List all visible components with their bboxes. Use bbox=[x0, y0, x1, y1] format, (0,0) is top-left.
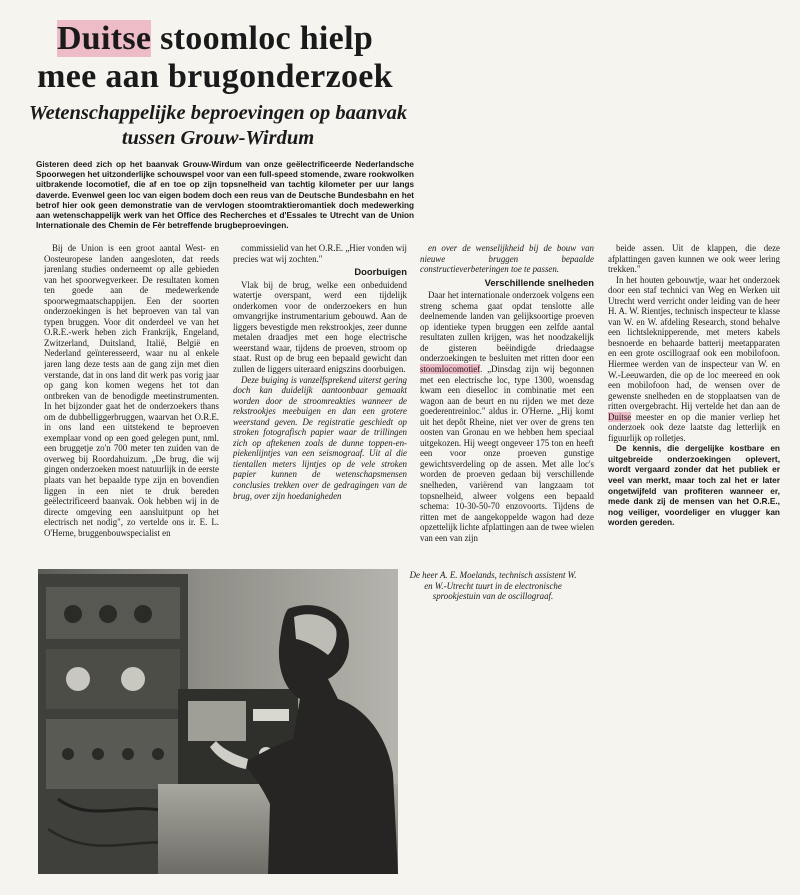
italic-paragraph: en over de wenselijkheid bij de bouw van nieuwe bruggen bepaalde constructieverbeteringen toe te passen. bbox=[420, 243, 594, 275]
text-run: In het houten gebouwtje, waar het onderzoek door een staf technici van Weg en Werken uit Utrecht werd verricht onder leiding van de heer H. A. W. Rientjes, technisch inspecteur te klasse van W. en W. afdeling Research, stond behalve een lichtsleknipperende, met meters kabels besnoerde en behaarde batterij meetapparaten en een grote oscillograaf ook een mobilofoon. Hiermee werden van de inspecteur van W. en W.-Leeuwarden, die op de loc meereed en ook een mobilofoon had, de wensen over de gewenste snelheden en de stopplaatsen van de ritten overgebracht. Hij vertelde het dan aan de bbox=[608, 274, 780, 412]
subheadline: Wetenschappelijke beproevingen op baanvak tussen Grouw-Wirdum bbox=[28, 102, 408, 149]
photo-caption: De heer A. E. Moelands, technisch assistent W. en W.-Utrecht tuurt in de electronische sprookjestuin van de oscillograaf. bbox=[409, 570, 577, 602]
paragraph bbox=[608, 275, 780, 444]
paragraph: Bij de Union is een groot aantal West- en Oosteuropese landen aangesloten, dat reeds jarenlang studies onderneemt op alle gebieden van het spoorwegverkeer. De resultaten komen ten goede aan de medewerkende spoorwegmaatschappijen. Een der soorten onderzoekingen is het beproeven van tal van typen bruggen. Voor dit onderdeel ve van het O.R.E.-werk heben zich Frankrijk, Engeland, Zwitzerland, Duitsland, Italië, België en Nederland geïnteresseerd, waar nu al enkele jaren lang deze tests aan de gang zijn met dien verstande, dat in ons land dit werk pas vorig jaar op gang kon komen wegens het tot dan ontbreken van de benodigde meetinstrumenten. In het bijzonder gaat het de onderzoekers thans om de dubbelliggerbruggen, waarvan het O.R.E. in ons land een uitstekend te beproeven exemplaar vond op een goed gelegen punt, nml. een bruggetje zo'n 700 meter ten zuiden van de overweg bij Roordahuizum. „De brug, die wij gingen onderzoeken moest natuurlijk in de eerste plaats van het bepaalde type zijn en bovendien liggen in een niet te druk bereden geëlectrificeerd baanvak. Ook hebben wij in de directe omgeving een aansluitpunt op het electrisch net nodig", zo vertelde ons ir. E. L. O'Herne, bruggenbouwspecialist en bbox=[44, 243, 219, 538]
bold-paragraph: De kennis, die dergelijke kostbare en uitgebreide onderzoekingen oplevert, wordt vergaard zonder dat het publiek er veel van merkt, maar toch zal het er later ongetwijfeld van profiteren wanneer er, mede dank zij de mensen van het O.R.E., nog veiliger, voordeliger en vlugger kan worden gereden. bbox=[608, 443, 780, 528]
column-3 bbox=[420, 243, 594, 573]
column-1 bbox=[44, 243, 219, 573]
paragraph: beide assen. Uit de klappen, die deze afplattingen gaven kunnen we ook weer lering trekken." bbox=[608, 243, 780, 275]
text-run: meester en op die manier verliep het onderzoek ook deze laatste dag letterlijk en figuurlijk op rolletjes. bbox=[608, 411, 780, 443]
column-2 bbox=[233, 243, 407, 573]
column-4 bbox=[608, 243, 780, 573]
section-heading: Doorbuigen bbox=[354, 266, 407, 278]
photo-illustration bbox=[38, 569, 398, 874]
lede-paragraph: Gisteren deed zich op het baanvak Grouw-Wirdum van onze geëlectrificeerde Nederlandsche Spoorwegen het uitzonderlijke schouwspel voor van een full-speed stomende, zware rookwolken uitbrakende locomotief, die af en toe op zijn topsnelheid van tachtig kilometer per uur langs daverde. Evenwel geen loc van eigen bodem doch een reus van de Deutsche Bundesbahn en het betrof hier ook geen demonstratie van de vervlogen stoomtraktieromantiek doch medewerking aan wetenschappelijk werk van het Office des Recherches et d'Essales te Utrecht van de Union Internationale des Chemin de Fèr betreffende brugbeproevingen. bbox=[36, 160, 414, 231]
section-heading: Verschillende snelheden bbox=[484, 276, 594, 288]
paragraph bbox=[420, 290, 594, 543]
text-run: Daar het internationale onderzoek volgens een streng schema gaat opdat tenslotte alle deelnemende landen van gelijksoortige proeven op identieke typen bruggen een zelfde aantal resultaten zullen krijgen, was het noodzakelijk de gisteren beëindigde driedaagse onderzoekingen te besluiten met ritten door een bbox=[420, 290, 594, 364]
text-run: . „Dinsdag zijn wij begonnen met een electrische loc, type 1300, woensdag kwam een dieselloc in combinatie met een wagon aan de beurt en nu rijden we met deze goederentreinloc." aldus ir. O'Herne. „Hij komt uit het depôt Rheine, niet ver over de grens ten oosten van Gronau en we hebben hem speciaal uitgekozen. Hij weegt ongeveer 175 ton en heeft een voor onze proeven gunstige gewichtsverdeling op de assen. Met alle loc's worden de proeven gedaan bij verschillende snelheden, variërend van langzaam tot topsnelheid, alweer volgens een bepaald schema: 10-30-50-70 enzovoorts. Tijdens de ritten met de aangekoppelde wagon had deze opzettelijk lichte afplattingen aan de twee wielen van een van zijn bbox=[420, 364, 594, 543]
paragraph: commissielid van het O.R.E. „Hier vonden wij precies wat wij zochten." bbox=[233, 243, 407, 264]
headline-text: stoomloc hielp mee aan brugonderzoek bbox=[37, 20, 393, 95]
photo-technician-oscilloscope bbox=[38, 569, 398, 874]
paragraph: Vlak bij de brug, welke een onbeduidend watertje overspant, werd een tijdelijk onderkomen voor de onderzoekers en hun omvangrijke instrumentarium gebouwd. Aan de liggers bevestigde men rekstrookjes, zeer dunne metalen draadjes met een hoge electrische weerstand waar, tijdens de proeven, stroom op staat. Rust op de brug een bepaald gewicht dan zullen de liggers uiteraard enigszins doorbuigen. bbox=[233, 279, 407, 375]
headline bbox=[30, 20, 400, 96]
highlight-word: Duitse bbox=[56, 20, 152, 57]
italic-paragraph: Deze buiging is vanzelfsprekend uiterst gering doch kan duidelijk aantoonbaar gemaakt worden door de stroomreakties wanneer de rekstrookjes meebuigen en dan een grotere weerstand geven. De registratie geschiedt op stroken fotografisch papier waar de trillingen zich op aftekenen zoals de dunne toppen-en-piekenlijntjes van een seismograaf. Uit al die tientallen meters lijntjes op de vele stroken papier kunnen de wetenschapsmensen conclusies trekken over de gedragingen van de brug, over zijn hoedanigheden bbox=[233, 374, 407, 501]
highlight-word: Duitse bbox=[608, 411, 632, 422]
highlight-word: stoomlocomotief bbox=[420, 364, 481, 375]
